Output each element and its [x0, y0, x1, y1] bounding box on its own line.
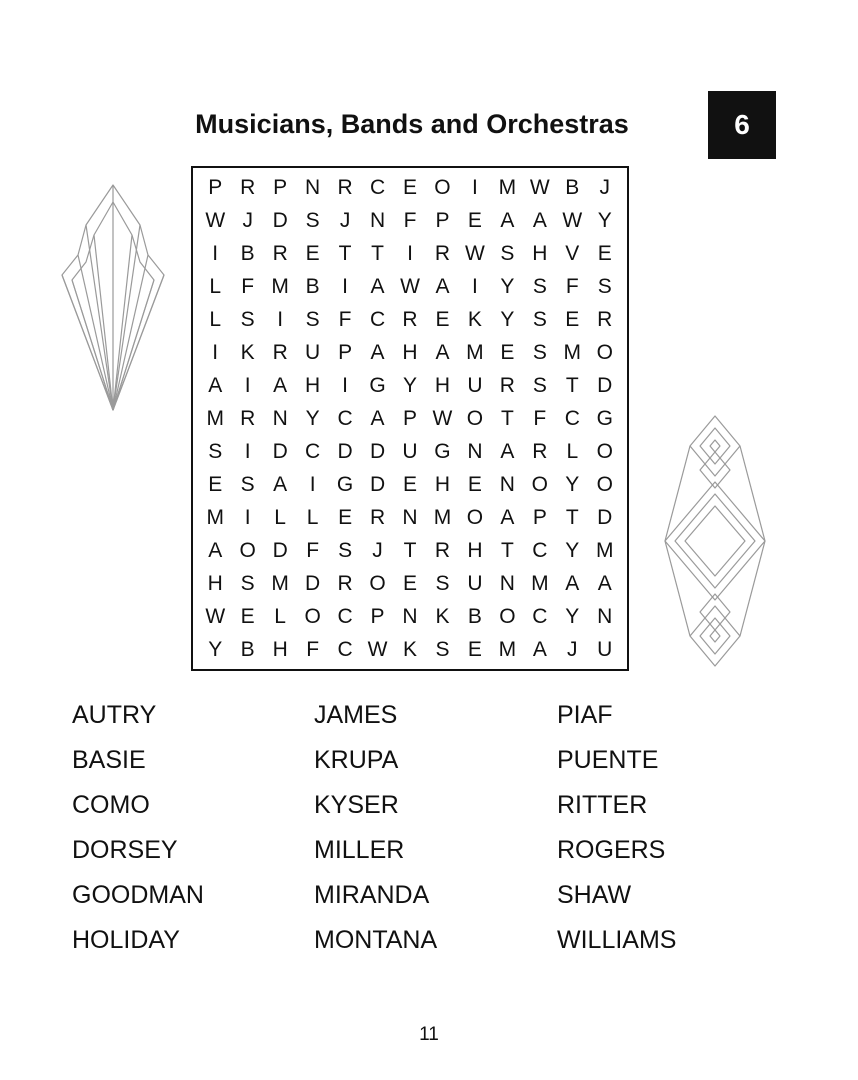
grid-letter: P — [338, 340, 353, 364]
grid-letter: A — [500, 439, 515, 463]
grid-letter: C — [337, 637, 353, 661]
grid-letter: T — [565, 505, 579, 529]
grid-letter: H — [532, 241, 548, 265]
grid-letter: H — [467, 538, 483, 562]
word-item: ROGERS — [557, 836, 666, 864]
grid-letter: G — [369, 373, 386, 397]
grid-letter: M — [206, 505, 224, 529]
grid-letter: Y — [208, 637, 223, 661]
grid-letter: G — [336, 472, 354, 496]
grid-letter: J — [339, 208, 351, 232]
grid-letter: S — [240, 472, 255, 496]
grid-letter: K — [240, 340, 255, 364]
grid-letter: O — [596, 340, 613, 364]
word-item: PUENTE — [557, 746, 659, 774]
grid-letter: M — [531, 571, 549, 595]
grid-letter: W — [465, 241, 485, 265]
grid-letter: F — [533, 406, 547, 430]
word-item: RITTER — [557, 791, 648, 819]
grid-letter: P — [402, 406, 417, 430]
grid-letter: S — [532, 307, 547, 331]
word-item: COMO — [72, 791, 150, 819]
grid-letter: A — [435, 274, 450, 298]
grid-letter: A — [273, 373, 288, 397]
grid-letter: N — [402, 604, 418, 628]
grid-letter: B — [305, 274, 320, 298]
grid-letter: M — [271, 571, 289, 595]
grid-letter: K — [467, 307, 482, 331]
grid-letter: D — [337, 439, 353, 463]
word-search-grid — [191, 166, 629, 671]
grid-letter: S — [240, 307, 255, 331]
grid-letter: S — [532, 340, 547, 364]
grid-letter: K — [402, 637, 417, 661]
word-item: MILLER — [314, 836, 405, 864]
grid-letter: E — [467, 208, 482, 232]
grid-letter: D — [272, 208, 288, 232]
grid-letter: R — [272, 340, 288, 364]
word-item: GOODMAN — [72, 881, 204, 909]
grid-letter: E — [402, 472, 417, 496]
grid-letter: B — [240, 637, 255, 661]
word-item: BASIE — [72, 746, 146, 774]
grid-letter: R — [499, 373, 515, 397]
grid-letter: R — [402, 307, 418, 331]
grid-letter: O — [531, 472, 548, 496]
grid-letter: I — [212, 241, 219, 265]
grid-letter: F — [241, 274, 255, 298]
grid-letter: F — [403, 208, 417, 232]
grid-letter: R — [434, 241, 451, 265]
word-item: WILLIAMS — [557, 926, 677, 954]
grid-letter: I — [244, 373, 251, 397]
grid-letter: D — [272, 538, 288, 562]
grid-letter: S — [532, 274, 547, 298]
grid-letter: M — [271, 274, 289, 298]
grid-letter: C — [564, 406, 580, 430]
grid-letter: R — [240, 175, 256, 199]
grid-letter: M — [596, 538, 614, 562]
grid-letter: V — [565, 241, 580, 265]
grid-letter: E — [338, 505, 353, 529]
grid-letter: S — [208, 439, 223, 463]
grid-letter: J — [567, 637, 578, 661]
grid-letter: T — [403, 538, 417, 562]
grid-letter: P — [273, 175, 288, 199]
word-item: PIAF — [557, 701, 613, 729]
grid-letter: Y — [565, 538, 580, 562]
grid-letter: N — [305, 175, 321, 199]
page-title: Musicians, Bands and Orchestras — [195, 109, 629, 139]
grid-letter: H — [305, 373, 321, 397]
grid-letter: C — [337, 406, 353, 430]
grid-letter: A — [370, 340, 385, 364]
grid-letter: G — [596, 406, 613, 430]
grid-letter: A — [532, 208, 547, 232]
grid-letter: Y — [402, 373, 417, 397]
grid-letter: S — [435, 571, 450, 595]
grid-letter: P — [208, 175, 223, 199]
grid-letter: T — [565, 373, 579, 397]
grid-letter: P — [370, 604, 385, 628]
puzzle-number-badge: 6 — [708, 91, 776, 159]
grid-letter: I — [277, 307, 284, 331]
word-item: SHAW — [557, 881, 632, 909]
grid-letter: I — [212, 340, 219, 364]
grid-letter: R — [597, 307, 613, 331]
grid-letter: U — [305, 340, 321, 364]
grid-letter: M — [206, 406, 224, 430]
grid-letter: I — [342, 274, 348, 298]
grid-letter: N — [402, 505, 418, 529]
word-item: KYSER — [314, 791, 399, 819]
grid-letter: C — [337, 604, 353, 628]
grid-letter: E — [305, 241, 320, 265]
grid-letter: T — [371, 241, 384, 265]
grid-letter: D — [597, 373, 613, 397]
grid-letter: I — [407, 241, 413, 265]
grid-letter: C — [532, 604, 548, 628]
grid-letter: N — [499, 571, 515, 595]
grid-letter: A — [532, 637, 547, 661]
grid-letter: W — [367, 637, 388, 661]
grid-letter: C — [305, 439, 321, 463]
grid-letter: I — [342, 373, 348, 397]
grid-letter: R — [532, 439, 548, 463]
grid-letter: W — [529, 175, 550, 199]
grid-letter: S — [500, 241, 515, 265]
word-item: AUTRY — [72, 701, 157, 729]
grid-letter: O — [434, 175, 451, 199]
grid-letter: H — [402, 340, 418, 364]
grid-letter: R — [240, 406, 256, 430]
grid-letter: B — [565, 175, 580, 199]
grid-letter: I — [309, 472, 316, 496]
grid-letter: A — [565, 571, 580, 595]
grid-letter: N — [467, 439, 483, 463]
grid-letter: G — [434, 439, 451, 463]
word-list — [72, 693, 772, 963]
word-item: HOLIDAY — [72, 926, 180, 954]
grid-letter: N — [597, 604, 613, 628]
grid-letter: N — [369, 208, 386, 232]
grid-letter: S — [597, 274, 612, 298]
grid-letter: N — [499, 472, 515, 496]
grid-letter: M — [498, 637, 517, 661]
grid-letter: L — [274, 505, 286, 529]
word-item: MIRANDA — [314, 881, 430, 909]
grid-letter: W — [205, 208, 226, 232]
grid-letter: E — [500, 340, 515, 364]
diamond-chain-ornament-icon — [660, 412, 770, 670]
grid-letter: D — [305, 571, 321, 595]
grid-letter: U — [467, 571, 483, 595]
grid-letter: T — [338, 241, 352, 265]
grid-letter: R — [272, 241, 288, 265]
grid-letter: F — [306, 538, 320, 562]
grid-letter: C — [532, 538, 548, 562]
grid-letter: W — [400, 274, 420, 298]
grid-letter: W — [432, 406, 453, 430]
grid-letter: U — [597, 637, 613, 661]
word-item: KRUPA — [314, 746, 399, 774]
grid-letter: A — [500, 505, 515, 529]
grid-letter: L — [209, 274, 222, 298]
grid-letter: R — [369, 505, 386, 529]
grid-letter: W — [205, 604, 226, 628]
grid-letter: A — [208, 538, 223, 562]
grid-letter: A — [435, 340, 450, 364]
page-number: 11 — [419, 1024, 439, 1045]
grid-letter: R — [337, 175, 353, 199]
grid-letter: B — [467, 604, 482, 628]
grid-letter: O — [499, 604, 516, 628]
grid-letter: C — [369, 307, 386, 331]
grid-letter: J — [599, 175, 611, 199]
grid-letter: T — [500, 406, 514, 430]
grid-letter: U — [402, 439, 418, 463]
grid-letter: D — [369, 472, 386, 496]
grid-letter: E — [402, 571, 417, 595]
grid-letter: N — [272, 406, 288, 430]
grid-letter: F — [338, 307, 352, 331]
grid-letter: D — [597, 505, 613, 529]
word-item: MONTANA — [314, 926, 438, 954]
grid-letter: S — [305, 208, 320, 232]
grid-letter: F — [565, 274, 579, 298]
word-item: DORSEY — [72, 836, 178, 864]
grid-letter: O — [466, 406, 484, 430]
grid-letter: J — [372, 538, 383, 562]
grid-letter: E — [565, 307, 580, 331]
grid-letter: T — [500, 538, 514, 562]
grid-letter: I — [244, 505, 251, 529]
grid-letter: O — [466, 505, 484, 529]
grid-letter: P — [532, 505, 547, 529]
grid-letter: B — [240, 241, 255, 265]
grid-letter: A — [370, 274, 385, 298]
fan-ornament-icon — [58, 180, 170, 415]
grid-letter: H — [434, 373, 451, 397]
grid-letter: Y — [565, 472, 580, 496]
grid-letter: E — [467, 637, 482, 661]
grid-letter: S — [338, 538, 353, 562]
grid-letter: Y — [305, 406, 320, 430]
grid-letter: D — [369, 439, 386, 463]
grid-letter: O — [369, 571, 386, 595]
grid-letter: O — [596, 472, 613, 496]
grid-letter: A — [370, 406, 385, 430]
grid-letter: R — [337, 571, 353, 595]
grid-letter: J — [242, 208, 253, 232]
grid-letter: C — [369, 175, 386, 199]
grid-letter: S — [532, 373, 547, 397]
grid-letter: M — [563, 340, 582, 364]
grid-letter: E — [597, 241, 612, 265]
grid-letter: I — [471, 175, 478, 199]
grid-letter: O — [596, 439, 613, 463]
word-list-column-2 — [314, 693, 437, 963]
grid-letter: E — [240, 604, 255, 628]
grid-letter: S — [240, 571, 255, 595]
grid-letter: P — [435, 208, 450, 232]
grid-letter: S — [305, 307, 320, 331]
grid-letter: A — [208, 373, 223, 397]
grid-letter: A — [273, 472, 288, 496]
grid-letter: W — [562, 208, 583, 232]
grid-letter: U — [467, 373, 483, 397]
grid-letter: E — [467, 472, 482, 496]
grid-letter: L — [209, 307, 222, 331]
grid-letter: R — [434, 538, 451, 562]
grid-letter: A — [597, 571, 612, 595]
word-list-column-1 — [72, 693, 204, 963]
grid-letter: M — [433, 505, 452, 529]
grid-letter: H — [272, 637, 288, 661]
grid-letter: M — [498, 175, 517, 199]
grid-letter: Y — [597, 208, 612, 232]
grid-letter: L — [566, 439, 579, 463]
word-item: JAMES — [314, 701, 398, 729]
grid-letter: L — [274, 604, 286, 628]
grid-letter: D — [272, 439, 288, 463]
grid-letter: O — [304, 604, 321, 628]
grid-letter: A — [500, 208, 515, 232]
grid-letter: E — [402, 175, 417, 199]
grid-letter: Y — [500, 274, 515, 298]
grid-letter: E — [208, 472, 223, 496]
word-list-column-3 — [557, 693, 676, 963]
grid-letter: H — [434, 472, 451, 496]
grid-letter: H — [207, 571, 223, 595]
grid-letter: K — [435, 604, 450, 628]
grid-letter: Y — [565, 604, 580, 628]
grid-letter: L — [306, 505, 319, 529]
grid-letter: S — [435, 637, 450, 661]
grid-letter: E — [435, 307, 450, 331]
grid-letter: F — [306, 637, 320, 661]
grid-letter: Y — [500, 307, 515, 331]
grid-letter: I — [471, 274, 478, 298]
grid-letter: I — [244, 439, 251, 463]
grid-letter: O — [239, 538, 256, 562]
grid-letter: M — [466, 340, 484, 364]
